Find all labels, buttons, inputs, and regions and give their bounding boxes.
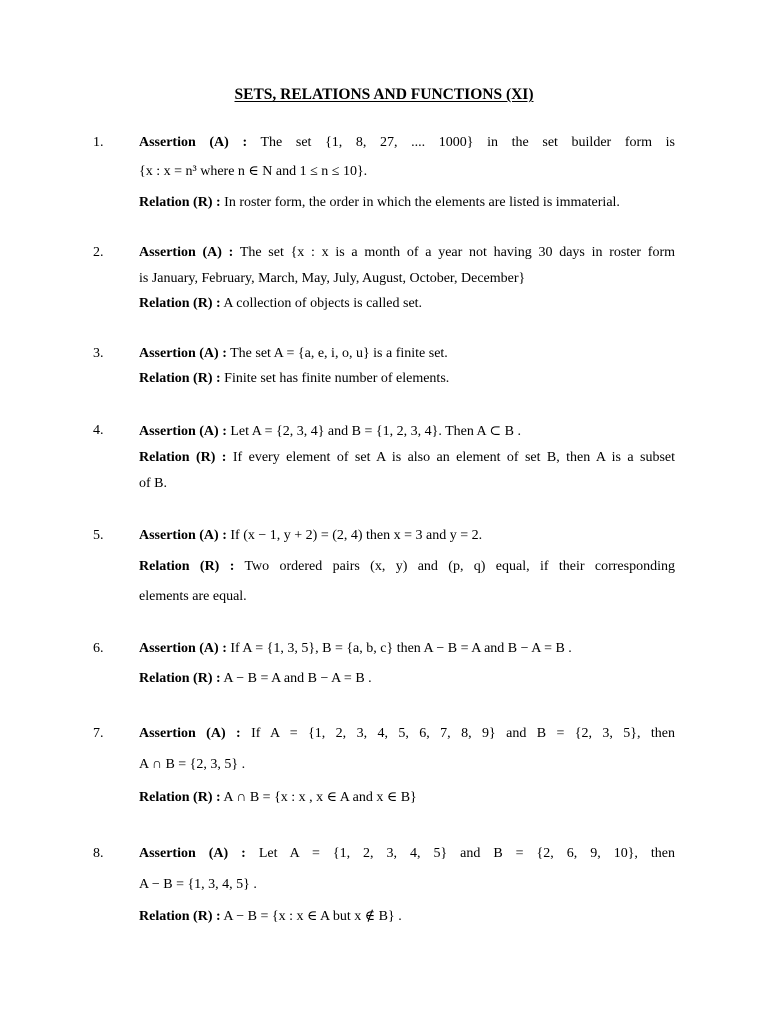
question-number: 8. [93,846,104,861]
assertion-label: Assertion (A) : [139,245,234,260]
assertion-text: Let A = {2, 3, 4} and B = {1, 2, 3, 4}. Then A ⊂ B . [230,424,521,439]
assertion-text: The set {1, 8, 27, .... 1000} in the set builder form is [260,135,675,150]
relation-text: elements are equal. [139,589,247,604]
assertion-text: is January, February, March, May, July, August, October, December} [139,271,526,286]
relation-label: Relation (R) : [139,371,221,386]
assertion-label: Assertion (A) : [139,726,241,741]
relation-line [139,450,675,466]
relation-label: Relation (R) : [139,909,221,924]
assertion-text: Let A = {1, 2, 3, 4, 5} and B = {2, 6, 9, 10}, then [258,846,676,861]
question-number: 7. [93,726,104,741]
assertion-label: Assertion (A) : [139,846,246,861]
assertion-label: Assertion (A) : [139,135,248,150]
relation-text: Two ordered pairs (x, y) and (p, q) equal, if their corresponding [244,559,675,574]
question-number: 1. [93,135,104,150]
assertion-text: A ∩ B = {2, 3, 5} . [139,757,246,772]
assertion-label: Assertion (A) : [139,346,227,361]
assertion-text: A − B = {1, 3, 4, 5} . [139,877,257,892]
relation-label: Relation (R) : [139,671,221,686]
question-number: 4. [93,423,104,438]
assertion-label: Assertion (A) : [139,528,227,543]
assertion-label: Assertion (A) : [139,424,227,439]
relation-text: In roster form, the order in which the elements are listed is immaterial. [224,195,620,210]
assertion-text: If A = {1, 3, 5}, B = {a, b, c} then A − B = A and B − A = B . [230,641,572,656]
relation-label: Relation (R) : [139,296,221,311]
relation-label: Relation (R) : [139,195,221,210]
relation-label: Relation (R) : [139,450,227,465]
assertion-text: The set {x : x is a month of a year not having 30 days in roster form [239,245,676,260]
assertion-text: If A = {1, 2, 3, 4, 5, 6, 7, 8, 9} and B = {2, 3, 5}, then [251,726,675,741]
relation-text: of B. [139,476,167,491]
assertion-text: The set A = {a, e, i, o, u} is a finite set. [230,346,448,361]
page-title: SETS, RELATIONS AND FUNCTIONS (XI) [234,86,534,103]
relation-label: Relation (R) : [139,559,235,574]
assertion-text: {x : x = n³ where n ∈ N and 1 ≤ n ≤ 10}. [139,164,368,179]
question-number: 5. [93,528,104,543]
relation-label: Relation (R) : [139,790,221,805]
relation-text: A collection of objects is called set. [223,296,423,311]
relation-text: Finite set has finite number of elements. [224,371,450,386]
assertion-text: If (x − 1, y + 2) = (2, 4) then x = 3 and y = 2. [230,528,483,543]
question-number: 3. [93,346,104,361]
relation-text: A − B = A and B − A = B . [223,671,372,686]
relation-text: If every element of set A is also an element of set B, then A is a subset [232,450,676,465]
relation-text: A ∩ B = {x : x , x ∈ A and x ∈ B} [223,790,417,805]
question-number: 2. [93,245,104,260]
relation-text: A − B = {x : x ∈ A but x ∉ B} . [223,909,402,924]
assertion-label: Assertion (A) : [139,641,227,656]
question-number: 6. [93,641,104,656]
